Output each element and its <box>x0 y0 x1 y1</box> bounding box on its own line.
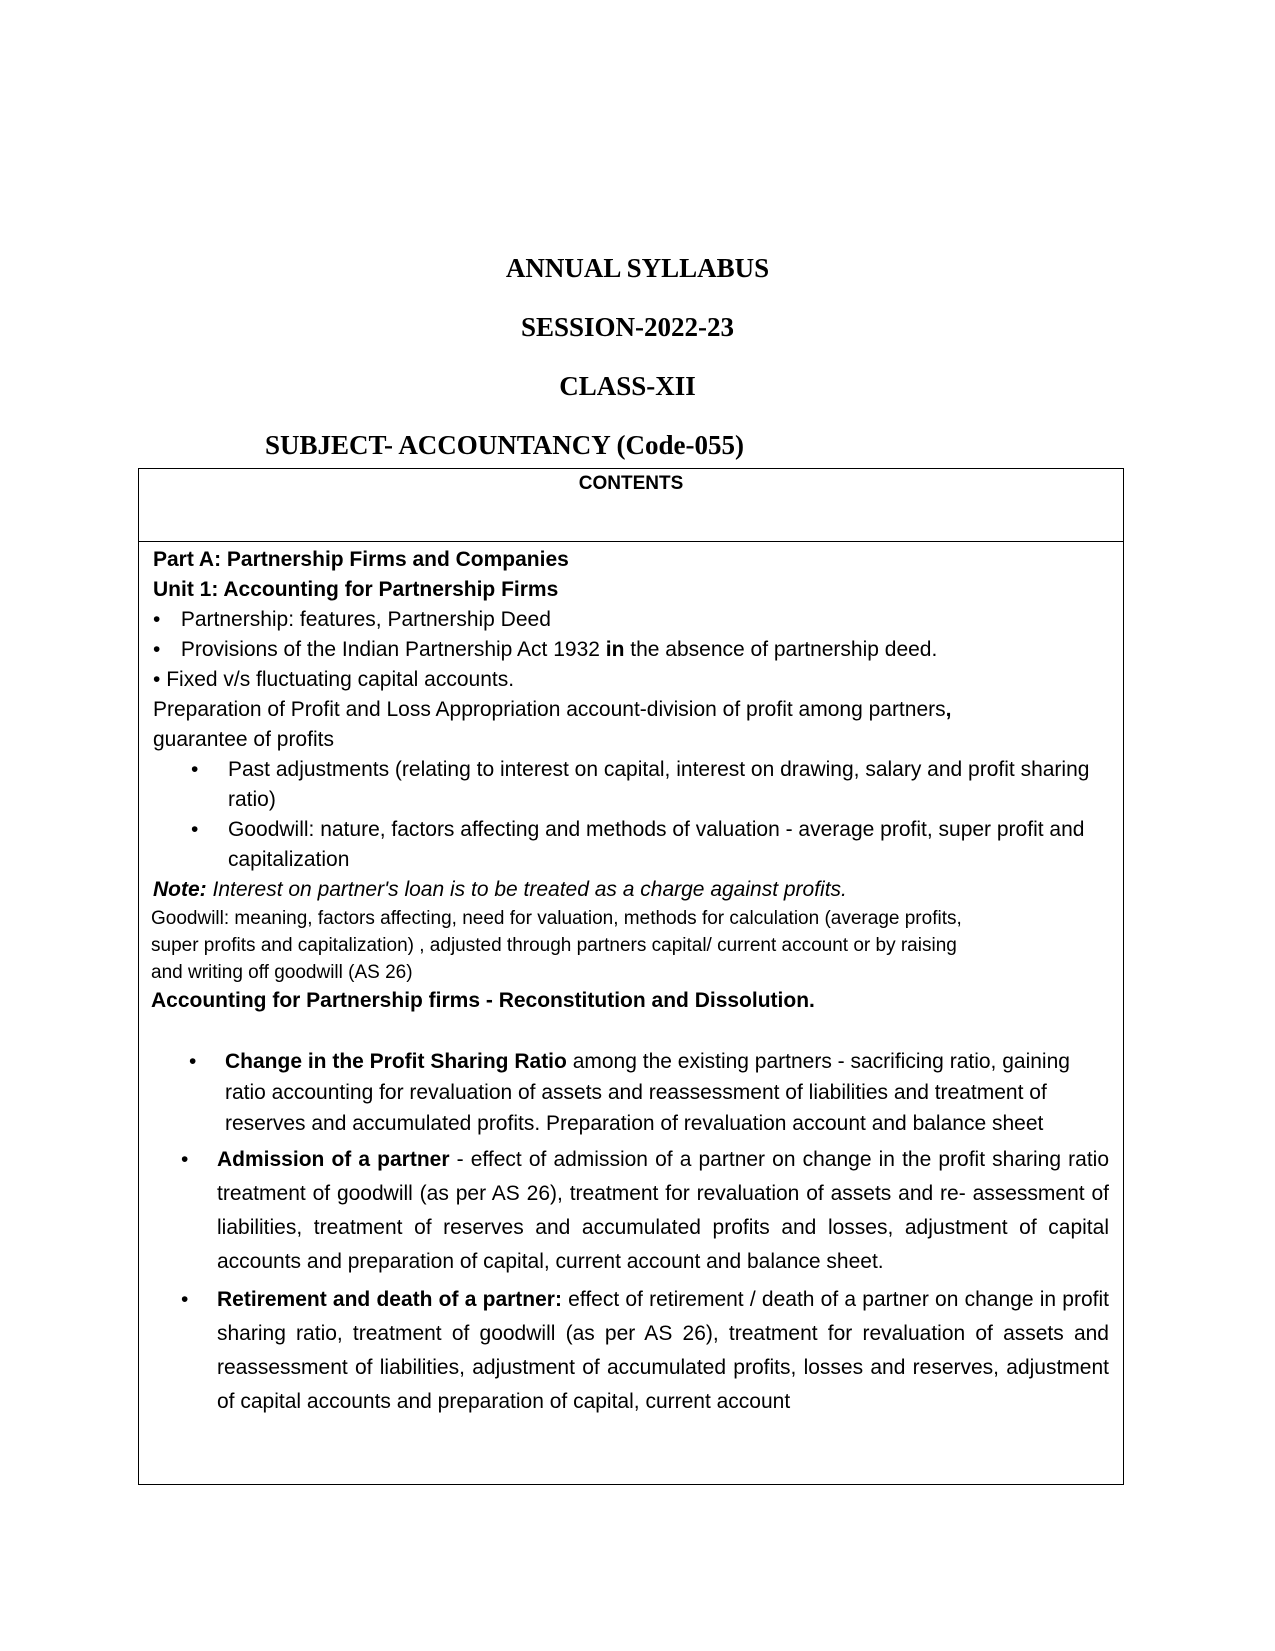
contents-heading: CONTENTS <box>139 469 1123 542</box>
contents-table <box>138 468 1124 1485</box>
list-item-text: Past adjustments (relating to interest on capital, interest on drawing, salary and profit sharing ratio) <box>228 758 1090 811</box>
list-item-text: Fixed v/s fluctuating capital accounts. <box>166 668 515 691</box>
list-item-text: Goodwill: nature, factors affecting and methods of valuation - average profit, super profit and capitalization <box>228 818 1085 871</box>
goodwill-line: super profits and capitalization) , adjusted through partners capital/ current account or by raising <box>151 935 957 956</box>
bullet-icon: • <box>181 1148 189 1171</box>
goodwill-line: Goodwill: meaning, factors affecting, need for valuation, methods for calculation (average profits, <box>151 908 962 929</box>
list-item-text: Partnership: features, Partnership Deed <box>180 608 551 631</box>
bullet-icon: • <box>191 758 199 781</box>
list-item: • Change in the Profit Sharing Ratio among the existing partners - sacrificing ratio, gaining ratio accounting for revaluation of assets and reassessment of liabilities and treatment of reserves and accumulated profits. Preparation of revaluation account and balance sheet <box>153 1046 1109 1139</box>
bullet-icon: • <box>153 638 161 661</box>
list-item: • Admission of a partner - effect of admission of a partner on change in the profit sharing ratio treatment of goodwill (as per AS 26), treatment for revaluation of assets and re- assessment of liabilities, treatment of reserves and accumulated profits and losses, adjustment of capital accounts and preparation of capital, current account and balance sheet. <box>153 1143 1109 1279</box>
bullet-icon: • <box>153 608 161 631</box>
part-heading: Part A: Partnership Firms and Companies <box>153 548 569 571</box>
list-item-bold: in <box>605 638 625 661</box>
list-item <box>153 755 1109 815</box>
list-item: • Retirement and death of a partner: effect of retirement / death of a partner on change in profit sharing ratio, treatment of goodwill (as per AS 26), treatment for revaluation of assets and reassessment of liabilities, adjustment of accumulated profits, losses and reserves, adjustment of capital accounts and preparation of capital, current account <box>153 1283 1109 1419</box>
preparation-line: Preparation of Profit and Loss Appropriation account-division of profit among partners, <box>153 698 952 721</box>
bullet-icon: • <box>191 818 199 841</box>
reconstitution-heading: Accounting for Partnership firms - Reconstitution and Dissolution. <box>151 989 815 1012</box>
list-item <box>153 665 1109 695</box>
bullet-icon: • <box>189 1050 197 1073</box>
contents-body <box>139 542 1123 1419</box>
class-title: CLASS-XII <box>559 371 696 401</box>
preparation-line-2: guarantee of profits <box>153 728 334 751</box>
syllabus-title: ANNUAL SYLLABUS <box>505 253 770 283</box>
list-item-text: the absence of partnership deed. <box>624 638 938 661</box>
session-title: SESSION-2022-23 <box>520 312 735 342</box>
bullet-icon: • <box>153 668 161 691</box>
list-item <box>153 635 1109 665</box>
goodwill-line: and writing off goodwill (AS 26) <box>151 962 413 983</box>
unit-heading: Unit 1: Accounting for Partnership Firms <box>153 578 559 601</box>
list-item <box>153 605 1109 635</box>
subject-title: SUBJECT- ACCOUNTANCY (Code-055) <box>265 430 745 460</box>
bullet-icon: • <box>181 1288 189 1311</box>
list-item <box>153 815 1109 875</box>
note: Note: Interest on partner's loan is to be treated as a charge against profits. <box>153 878 847 901</box>
list-item-text: Provisions of the Indian Partnership Act 1932 <box>180 638 606 661</box>
